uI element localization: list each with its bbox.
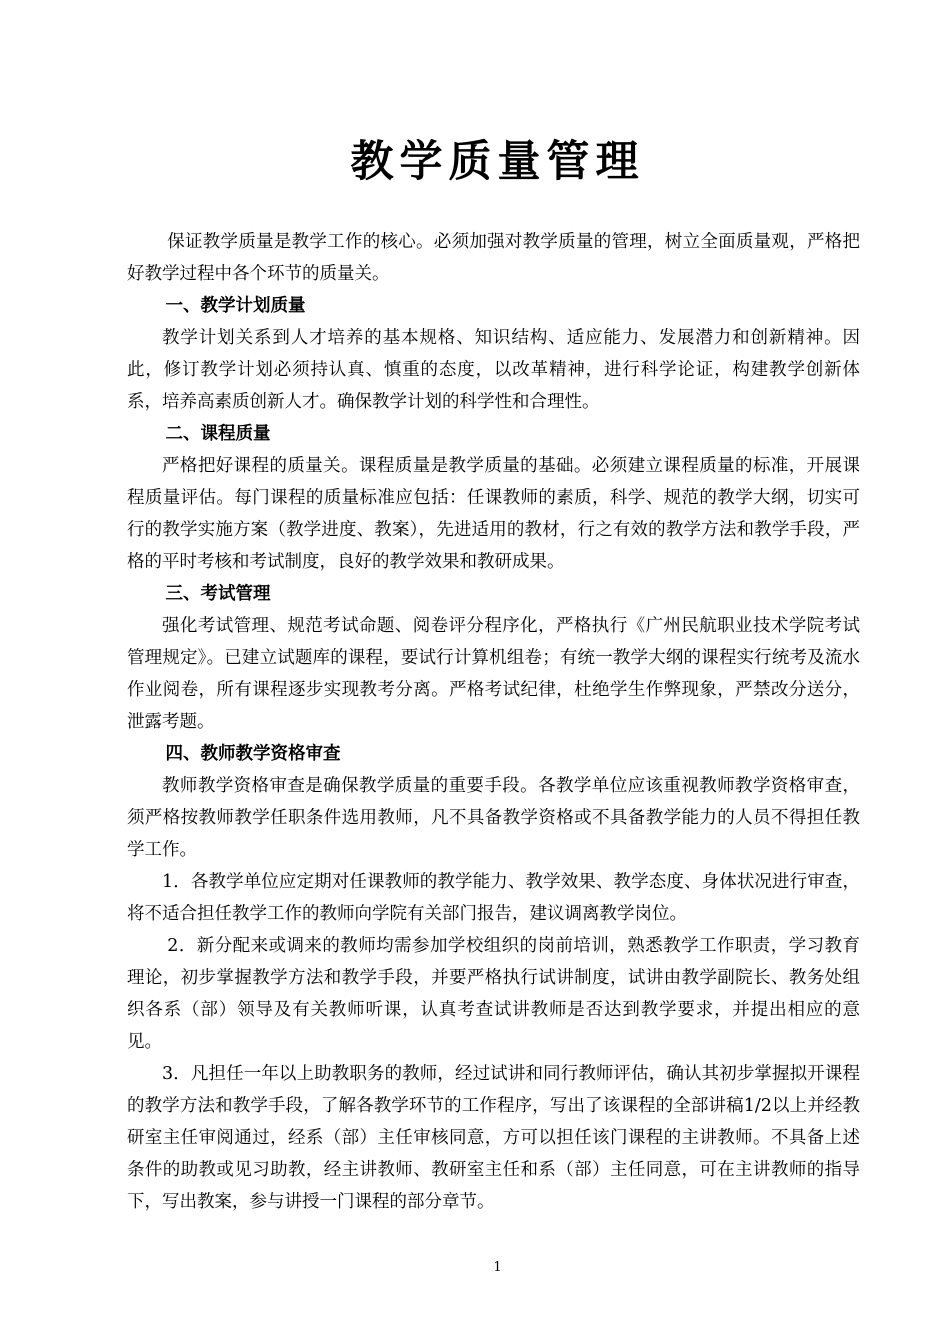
page-number: 1 <box>493 1260 502 1275</box>
document-title: 教学质量管理 <box>350 137 645 187</box>
section-paragraph: 教师教学资格审查是确保教学质量的重要手段。各教学单位应该重视教师教学资格审查，须严格按教师教学任职条件选用教师，凡不具备教学资格或不具备教学能力的人员不得担任教学工作。 <box>127 776 860 860</box>
numbered-paragraph-3: 3．凡担任一年以上助教职务的教师，经过试讲和同行教师评估，确认其初步掌握拟开课程的教学方法和教学手段，了解各教学环节的工作程序，写出了该课程的全部讲稿1/2以上并经教研室主任审阅通过，经系（部）主任审核同意，方可以担任该门课程的主讲教师。不具备上述条件的助教或见习助教，经主讲教师、教研室主任和系（部）主任同意，可在主讲教师的指导下，写出教案，参与讲授一门课程的部分章节。 <box>127 1064 860 1212</box>
section-paragraph: 严格把好课程的质量关。课程质量是教学质量的基础。必须建立课程质量的标准，开展课程质量评估。每门课程的质量标准应包括：任课教师的素质，科学、规范的教学大纲，切实可行的教学实施方案（教学进度、教案），先进适用的教材，行之有效的教学方法和教学手段，严格的平时考核和考试制度，良好的教学效果和教研成果。 <box>127 456 860 572</box>
section-heading-teaching-plan: 一、教学计划质量 <box>165 296 306 316</box>
section-heading-teacher-qualification: 四、教师教学资格审查 <box>165 744 341 764</box>
numbered-paragraph-1: 1．各教学单位应定期对任课教师的教学能力、教学效果、教学态度、身体状况进行审查，将不适合担任教学工作的教师向学院有关部门报告，建议调离教学岗位。 <box>127 872 860 924</box>
section-heading-course-quality: 二、课程质量 <box>165 424 271 444</box>
numbered-paragraph-2: 2．新分配来或调来的教师均需参加学校组织的岗前培训，熟悉教学工作职责，学习教育理论，初步掌握教学方法和教学手段，并要严格执行试讲制度，试讲由教学副院长、教务处组织各系（部）领导及有关教师听课，认真考查试讲教师是否达到教学要求，并提出相应的意见。 <box>127 936 860 1052</box>
section-paragraph: 教学计划关系到人才培养的基本规格、知识结构、适应能力、发展潜力和创新精神。因此，修订教学计划必须持认真、慎重的态度，以改革精神，进行科学论证，构建教学创新体系，培养高素质创新人才。确保教学计划的科学性和合理性。 <box>127 328 860 412</box>
section-paragraph: 强化考试管理、规范考试命题、阅卷评分程序化，严格执行《广州民航职业技术学院考试管理规定》。已建立试题库的课程，要试行计算机组卷；有统一教学大纲的课程实行统考及流水作业阅卷，所有课程逐步实现教考分离。严格考试纪律，杜绝学生作弊现象，严禁改分送分，泄露考题。 <box>127 616 860 732</box>
intro-paragraph: 保证教学质量是教学工作的核心。必须加强对教学质量的管理，树立全面质量观，严格把好教学过程中各个环节的质量关。 <box>127 232 860 284</box>
document-body <box>127 226 860 1218</box>
section-heading-exam-management: 三、考试管理 <box>165 584 271 604</box>
